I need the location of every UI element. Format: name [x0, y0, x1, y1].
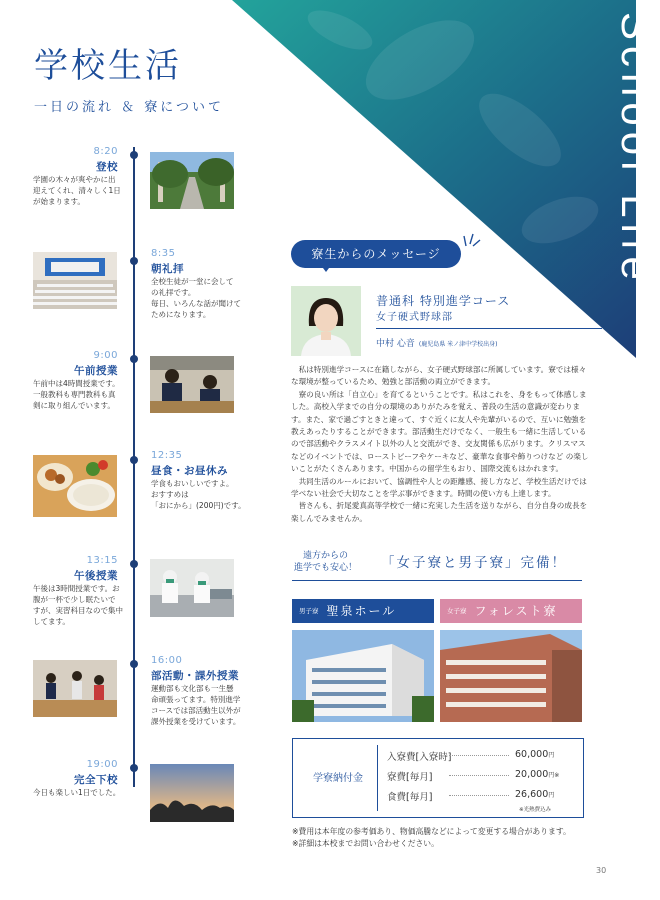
fee-label: 学寮納付金 — [313, 773, 363, 784]
timeline-dot — [130, 257, 138, 265]
vertical-title: School Life — [613, 12, 660, 286]
fee-table — [292, 738, 584, 818]
message-heading-bubble: 寮生からのメッセージ — [291, 240, 461, 268]
timeline-text: 学園の木々が爽やかに出 迎えてくれ、清々しく1日 が始まります。 — [33, 175, 121, 206]
timeline-dot — [130, 764, 138, 772]
timeline-time: 13:15 — [86, 555, 118, 566]
fee-row: 入寮費[入寮時] 60,000円 — [387, 749, 555, 763]
timeline-dot — [130, 456, 138, 464]
timeline-heading: 登校 — [96, 161, 118, 173]
photo-chapel-assembly — [33, 252, 117, 309]
student-name: 中村 心音 (鹿児島県 米ノ津中学校出身) — [376, 339, 498, 349]
timeline-time: 16:00 — [151, 655, 183, 666]
timeline-text: 午後は3時間授業です。お 腹が一杯で少し眠たいで すが、実習科目なので集中 してます。 — [33, 584, 123, 626]
page-subtitle: 一日の流れ ＆ 寮について — [34, 100, 225, 115]
timeline-dot — [130, 151, 138, 159]
photo-boys-dorm — [292, 630, 434, 722]
timeline-time: 12:35 — [151, 450, 183, 461]
page-number: 30 — [596, 866, 607, 875]
bubble-tail — [320, 264, 332, 272]
student-course: 普通科 特別進学コース — [376, 294, 511, 308]
timeline-dot — [130, 660, 138, 668]
footnotes: ※費用は本年度の参考価あり、物価高騰などによって変更する場合があります。 ※詳細は本校までお問い合わせください。 — [292, 827, 571, 848]
timeline-heading: 完全下校 — [74, 774, 118, 786]
dorm-note: 遠方からの 進学でも安心！ — [294, 551, 358, 573]
timeline-dot — [130, 355, 138, 363]
fee-footnote: ※光熱費込み — [519, 807, 552, 813]
timeline-text: 運動部も文化部も一生懸 命頑張ってます。特別進学 コースでは部活動生以外が 課外授業を受けています。 — [151, 684, 241, 726]
timeline-heading: 午後授業 — [74, 570, 118, 582]
divider — [376, 328, 602, 329]
photo-girls-dorm — [440, 630, 582, 722]
boys-dorm-name: 聖泉ホール — [326, 604, 397, 618]
boys-dorm-tag: 男子寮 — [299, 607, 319, 615]
timeline-line — [133, 147, 135, 787]
timeline-time: 9:00 — [93, 350, 118, 361]
photo-school-path — [150, 152, 234, 209]
timeline-heading: 昼食・お昼休み — [151, 465, 228, 477]
timeline-text: 全校生徒が一堂に会して の礼拝です。 毎日、いろんな話が聞けて ためになります。 — [151, 277, 241, 319]
timeline-time: 19:00 — [86, 759, 118, 770]
timeline-heading: 朝礼拝 — [151, 263, 184, 275]
photo-lunch — [33, 455, 117, 517]
divider — [292, 580, 582, 581]
student-origin: (鹿児島県 米ノ津中学校出身) — [418, 341, 498, 348]
timeline-time: 8:35 — [151, 248, 176, 259]
message-body: 私は特別進学コースに在籍しながら、女子硬式野球部に所属しています。寮では様々な環境が整っているため、勉強と部活動の両立ができます。 寮の良い所は「自立心」を育てるということです。私はこれを、身をもって体感しました。高校入学までの自分の環境のありがたみを覚え、普段の生活の意識が変わります。また、家で過ごすときと違って、すぐ近くに友人や先輩がいるので、互いに勉強を教えあったりすることができます。部活動生だけでなく、一般生も一緒に生活しているので部活動やクラスメイト以外の人と交流ができ、交友関係も広がります。クリスマスなどのイベントでは、ローストビーフやケーキなど、豪華な食事や飾りつけなど の楽しいことがたくさんあります。中国からの留学生もおり、国際交流もはかれます。 共同生活のルールにおいて、協調性や人との距離感、接し方など、学校生活だけでは学べない社会で大切なことを学ぶ事ができます。時間の使い方も上達します。 皆さんも、折尾愛真高等学校で一緒に充実した生活を送りながら、自分自身の成長を楽しんでみませんか。 — [291, 365, 589, 523]
divider — [377, 745, 378, 811]
timeline-text: 学食もおいしいですよ。 おすすめは 「おにから」(200円)です。 — [151, 479, 246, 510]
student-club: 女子硬式野球部 — [376, 312, 453, 323]
fee-row: 食費[毎月] 26,600円 — [387, 789, 555, 803]
photo-club-activities — [33, 660, 117, 717]
photo-cooking-practice — [150, 559, 234, 617]
student-portrait — [291, 286, 361, 356]
spark-icon — [463, 232, 481, 248]
girls-dorm-label — [440, 599, 582, 623]
photo-morning-class — [150, 356, 234, 413]
page-title: 学校生活 — [34, 46, 182, 86]
timeline-text: 今日も楽しい1日でした。 — [33, 788, 121, 797]
dorm-heading: 「女子寮と男子寮」完備！ — [381, 555, 567, 571]
fee-row: 寮費[毎月] 20,000円※ — [387, 769, 560, 783]
girls-dorm-tag: 女子寮 — [447, 607, 467, 615]
timeline-time: 8:20 — [93, 146, 118, 157]
photo-evening-sky — [150, 764, 234, 822]
timeline-heading: 午前授業 — [74, 365, 118, 377]
girls-dorm-name: フォレスト寮 — [474, 604, 558, 618]
timeline-heading: 部活動・課外授業 — [151, 670, 239, 682]
timeline-dot — [130, 560, 138, 568]
timeline-text: 午前中は4時間授業です。 一般教科も専門教科も真 剣に取り組んでいます。 — [33, 379, 120, 410]
boys-dorm-label — [292, 599, 434, 623]
